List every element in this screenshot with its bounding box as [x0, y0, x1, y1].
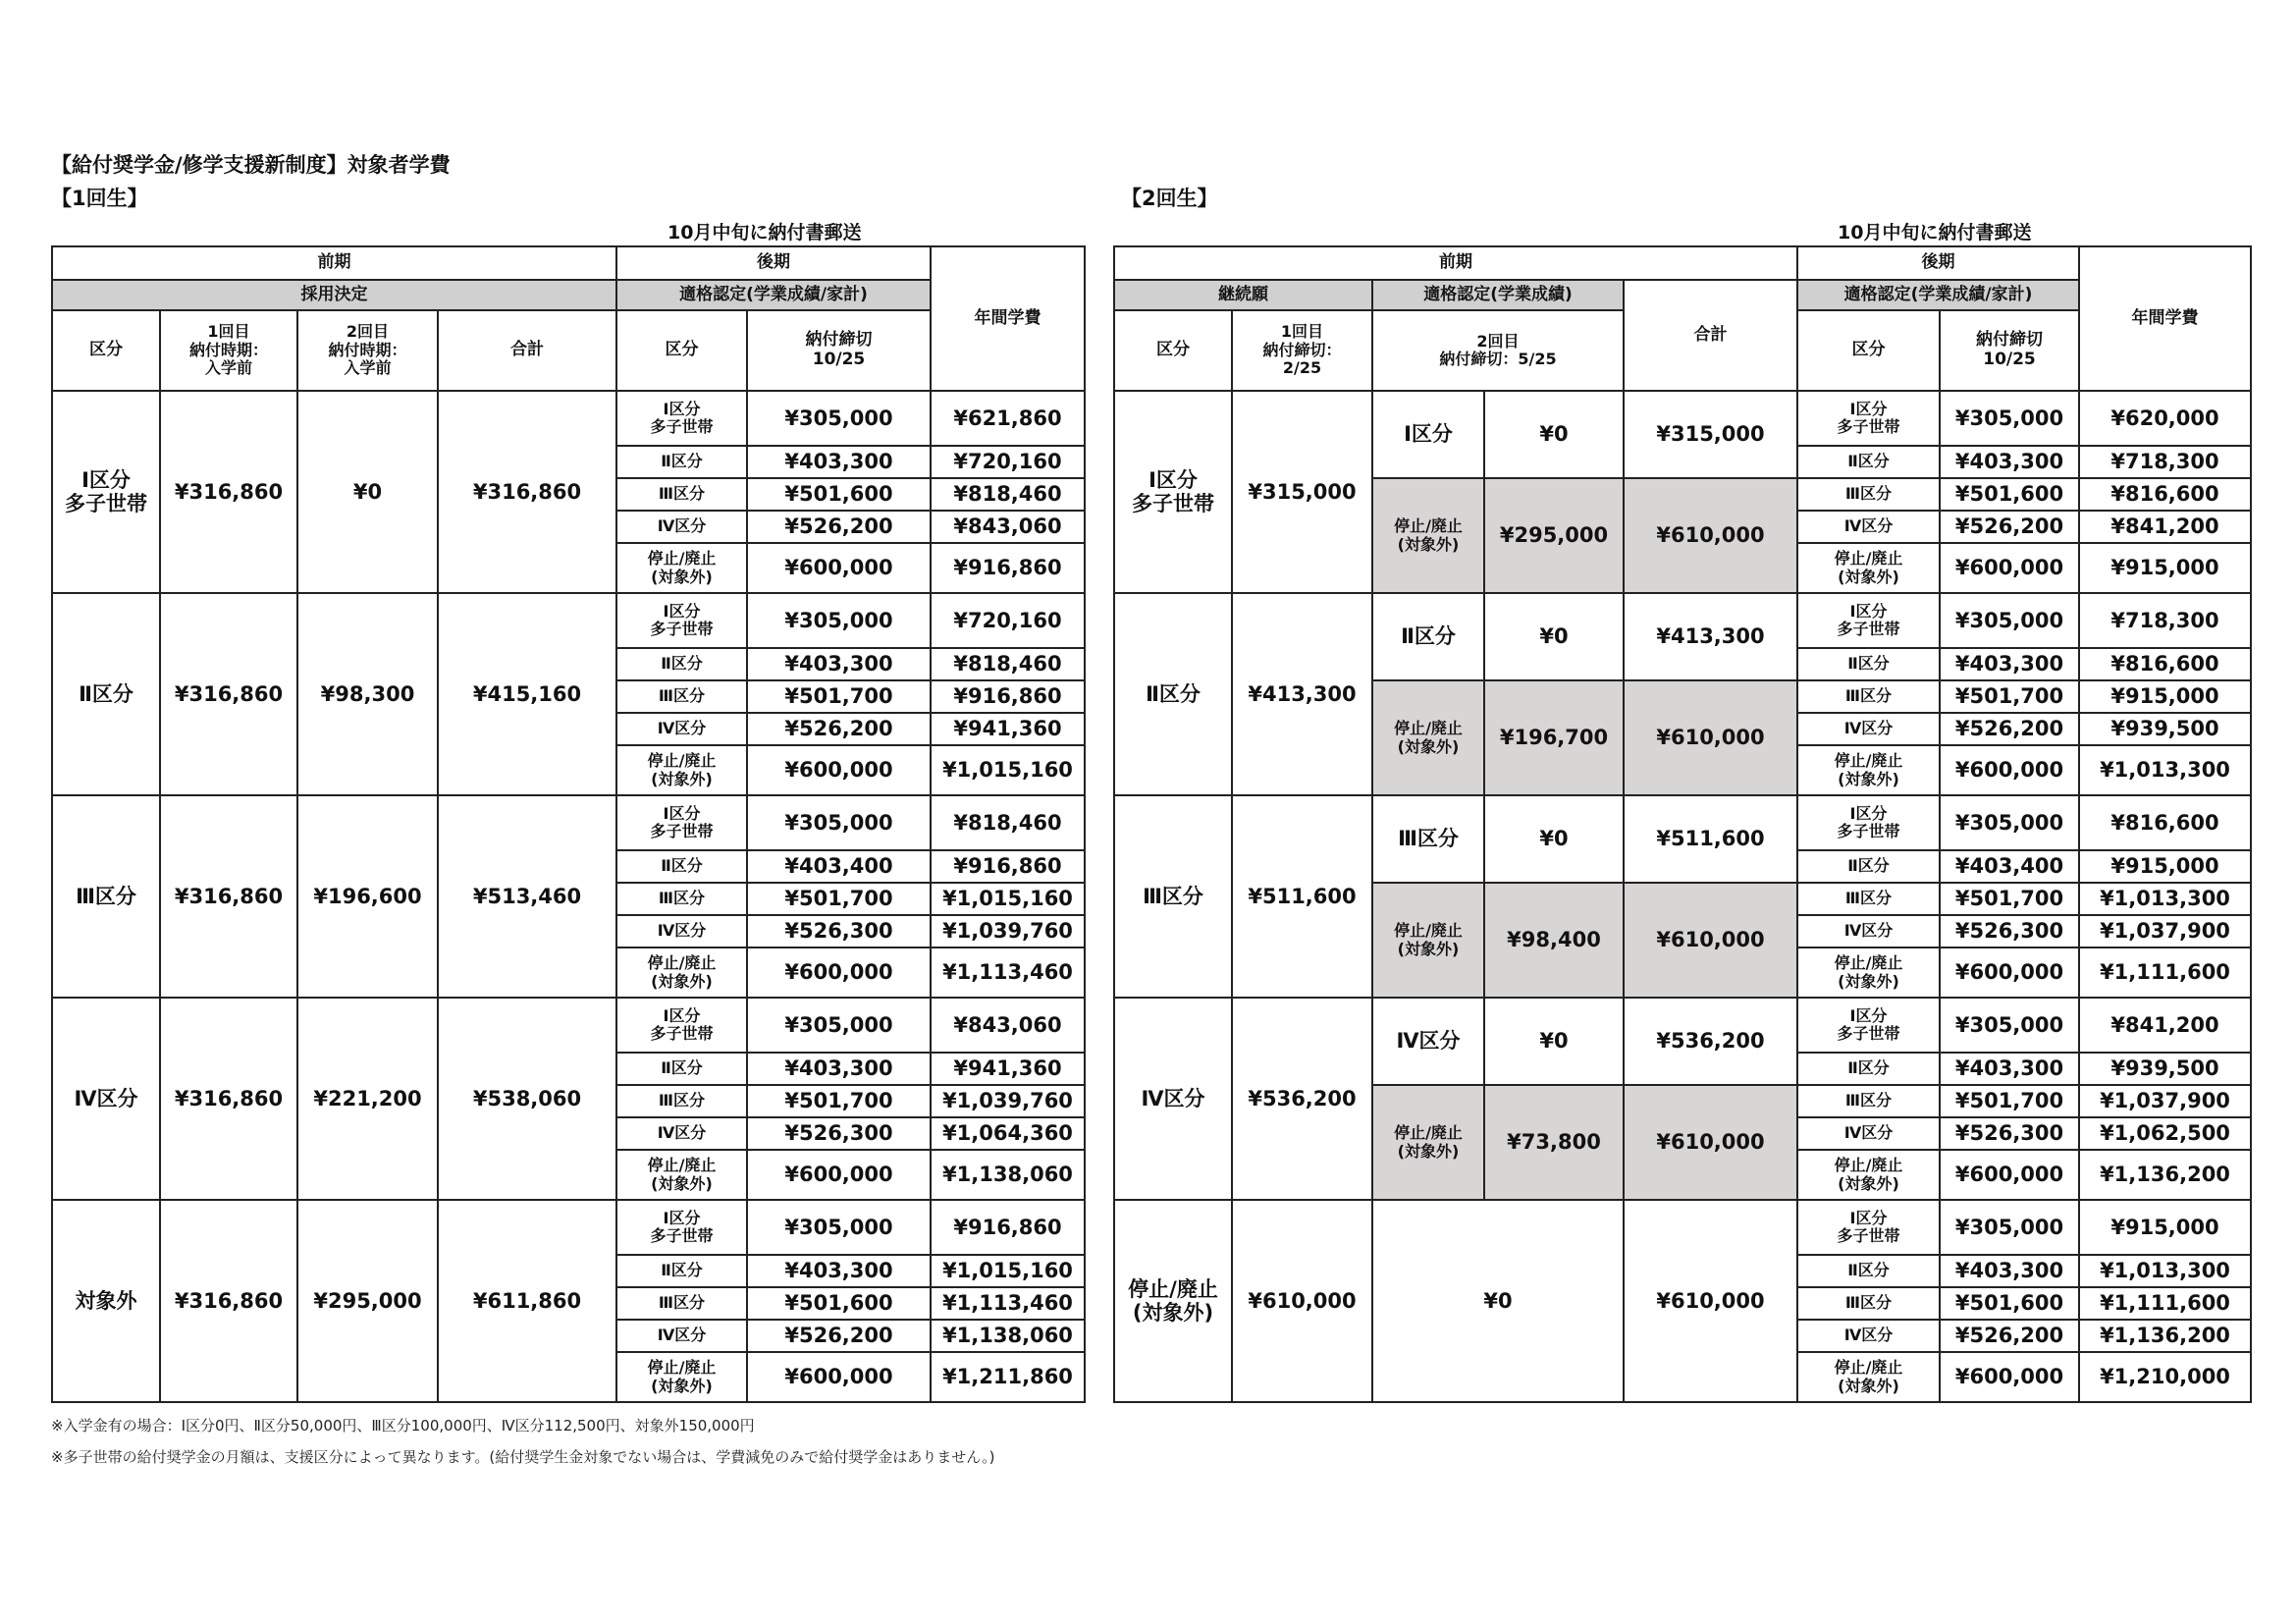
- later-fee: ¥600,000: [747, 1150, 931, 1200]
- annual-fee: ¥1,015,160: [931, 883, 1085, 915]
- group-category: Ⅱ区分: [52, 593, 160, 795]
- annual-fee: ¥841,200: [2079, 998, 2251, 1053]
- annual-fee: ¥1,111,600: [2079, 947, 2251, 998]
- annual-fee: ¥941,360: [931, 713, 1085, 745]
- continued-total: ¥315,000: [1624, 391, 1797, 478]
- annual-fee: ¥818,460: [931, 795, 1085, 850]
- continued-fee: ¥0: [1484, 795, 1624, 883]
- later-category: Ⅱ区分: [616, 648, 747, 680]
- second-year-label: 【2回生】: [1121, 187, 1218, 210]
- later-fee: ¥526,200: [747, 1320, 931, 1352]
- later-fee: ¥305,000: [1940, 391, 2079, 446]
- annual-fee: ¥939,500: [2079, 713, 2251, 745]
- total-amount: ¥316,860: [438, 391, 616, 593]
- annual-fee: ¥939,500: [2079, 1053, 2251, 1085]
- header-total: 合計: [1624, 280, 1797, 391]
- later-fee: ¥600,000: [747, 947, 931, 998]
- annual-fee: ¥718,300: [2079, 593, 2251, 648]
- annual-fee: ¥1,039,760: [931, 1085, 1085, 1117]
- group-category: Ⅲ区分: [1114, 795, 1232, 998]
- annual-fee: ¥1,113,460: [931, 947, 1085, 998]
- annual-fee: ¥1,015,160: [931, 745, 1085, 795]
- later-fee: ¥305,000: [747, 998, 931, 1053]
- later-fee: ¥526,300: [1940, 915, 2079, 947]
- later-category: Ⅰ区分 多子世帯: [616, 593, 747, 648]
- annual-fee: ¥916,860: [931, 543, 1085, 593]
- table-row: [52, 1200, 1085, 1255]
- later-category: Ⅱ区分: [616, 1053, 747, 1085]
- later-fee: ¥501,700: [1940, 1085, 2079, 1117]
- continued-fee: ¥0: [1484, 391, 1624, 478]
- table-row: [52, 391, 1085, 446]
- later-category: Ⅱ区分: [1797, 446, 1940, 478]
- header-payment-1: 1回目 納付締切： 2/25: [1232, 310, 1372, 391]
- later-fee: ¥600,000: [1940, 947, 2079, 998]
- later-fee: ¥526,300: [747, 1117, 931, 1150]
- annual-fee: ¥1,138,060: [931, 1320, 1085, 1352]
- continued-total: ¥511,600: [1624, 795, 1797, 883]
- later-category: 停止/廃止 (対象外): [1797, 947, 1940, 998]
- group-category: Ⅲ区分: [52, 795, 160, 998]
- continued-category: Ⅱ区分: [1372, 593, 1484, 680]
- later-category: Ⅱ区分: [1797, 1053, 1940, 1085]
- later-category: Ⅱ区分: [1797, 648, 1940, 680]
- later-category: Ⅲ区分: [1797, 1085, 1940, 1117]
- later-fee: ¥526,300: [1940, 1117, 2079, 1150]
- later-fee: ¥305,000: [1940, 593, 2079, 648]
- later-category: Ⅳ区分: [616, 915, 747, 947]
- total-amount: ¥611,860: [438, 1200, 616, 1402]
- later-fee: ¥305,000: [1940, 795, 2079, 850]
- later-fee: ¥403,300: [1940, 648, 2079, 680]
- continued-fee: ¥0: [1484, 998, 1624, 1085]
- header-eligibility: 適格認定(学業成績/家計): [616, 280, 931, 310]
- later-category: 停止/廃止 (対象外): [616, 543, 747, 593]
- annual-fee: ¥1,111,600: [2079, 1287, 2251, 1320]
- stopped-fee: ¥73,800: [1484, 1085, 1624, 1200]
- table-row: [1114, 593, 2251, 648]
- header-payment-1: 1回目 納付時期： 入学前: [160, 310, 297, 391]
- table-row: [52, 593, 1085, 648]
- payment-1-amount: ¥316,860: [160, 593, 297, 795]
- second-year-notice: 10月中旬に納付書郵送: [1838, 222, 2032, 244]
- later-category: Ⅳ区分: [616, 1117, 747, 1150]
- payment-2-amount: ¥295,000: [297, 1200, 438, 1402]
- payment-1-amount: ¥316,860: [160, 795, 297, 998]
- header-eligibility-academic: 適格認定(学業成績): [1372, 280, 1624, 310]
- total-amount: ¥610,000: [1624, 1200, 1797, 1402]
- annual-fee: ¥816,600: [2079, 795, 2251, 850]
- later-fee: ¥526,200: [747, 713, 931, 745]
- later-fee: ¥305,000: [747, 1200, 931, 1255]
- annual-fee: ¥1,013,300: [2079, 745, 2251, 795]
- later-category: Ⅱ区分: [1797, 850, 1940, 883]
- annual-fee: ¥1,064,360: [931, 1117, 1085, 1150]
- first-year-notice: 10月中旬に納付書郵送: [667, 222, 862, 244]
- later-category: Ⅲ区分: [616, 1287, 747, 1320]
- later-category: Ⅱ区分: [1797, 1255, 1940, 1287]
- later-category: Ⅲ区分: [616, 478, 747, 511]
- later-category: Ⅲ区分: [1797, 680, 1940, 713]
- annual-fee: ¥915,000: [2079, 1200, 2251, 1255]
- table-row: [1114, 998, 2251, 1053]
- later-fee: ¥403,300: [747, 648, 931, 680]
- annual-fee: ¥818,460: [931, 478, 1085, 511]
- group-category: Ⅱ区分: [1114, 593, 1232, 795]
- group-category: 停止/廃止 (対象外): [1114, 1200, 1232, 1402]
- continued-category: Ⅳ区分: [1372, 998, 1484, 1085]
- later-fee: ¥526,200: [1940, 713, 2079, 745]
- later-fee: ¥305,000: [1940, 998, 2079, 1053]
- later-category: Ⅲ区分: [616, 883, 747, 915]
- total-amount: ¥538,060: [438, 998, 616, 1200]
- later-category: Ⅳ区分: [616, 1320, 747, 1352]
- annual-fee: ¥843,060: [931, 511, 1085, 543]
- later-category: Ⅰ区分 多子世帯: [1797, 593, 1940, 648]
- continued-category: Ⅰ区分: [1372, 391, 1484, 478]
- second-year-fee-table: [1113, 245, 2252, 1403]
- payment-2-amount: ¥98,300: [297, 593, 438, 795]
- annual-fee: ¥843,060: [931, 998, 1085, 1053]
- table-row: [52, 998, 1085, 1053]
- later-category: 停止/廃止 (対象外): [1797, 1352, 1940, 1402]
- later-category: Ⅲ区分: [1797, 883, 1940, 915]
- stopped-total: ¥610,000: [1624, 883, 1797, 998]
- later-fee: ¥526,200: [747, 511, 931, 543]
- later-category: Ⅰ区分 多子世帯: [1797, 391, 1940, 446]
- first-year-fee-table: [51, 245, 1086, 1403]
- payment-1-amount: ¥315,000: [1232, 391, 1372, 593]
- annual-fee: ¥841,200: [2079, 511, 2251, 543]
- table-row: [52, 795, 1085, 850]
- annual-fee: ¥1,013,300: [2079, 883, 2251, 915]
- later-fee: ¥403,300: [1940, 446, 2079, 478]
- annual-fee: ¥1,062,500: [2079, 1117, 2251, 1150]
- annual-fee: ¥1,138,060: [931, 1150, 1085, 1200]
- annual-fee: ¥1,136,200: [2079, 1320, 2251, 1352]
- annual-fee: ¥718,300: [2079, 446, 2251, 478]
- later-fee: ¥305,000: [747, 593, 931, 648]
- later-category: Ⅳ区分: [616, 511, 747, 543]
- annual-fee: ¥941,360: [931, 1053, 1085, 1085]
- stopped-category: 停止/廃止 (対象外): [1372, 883, 1484, 998]
- annual-fee: ¥720,160: [931, 446, 1085, 478]
- stopped-total: ¥610,000: [1624, 478, 1797, 593]
- later-category: Ⅳ区分: [1797, 511, 1940, 543]
- later-fee: ¥403,300: [747, 1255, 931, 1287]
- later-category: Ⅳ区分: [1797, 1320, 1940, 1352]
- stopped-category: 停止/廃止 (対象外): [1372, 478, 1484, 593]
- later-category: 停止/廃止 (対象外): [616, 1150, 747, 1200]
- annual-fee: ¥916,860: [931, 850, 1085, 883]
- later-fee: ¥600,000: [1940, 745, 2079, 795]
- footnote-multi-child: ※多子世帯の給付奨学金の月額は、支援区分によって異なります。(給付奨学生金対象でない場合は、学費減免のみで給付奨学金はありません。): [51, 1448, 995, 1466]
- group-category: Ⅳ区分: [52, 998, 160, 1200]
- later-category: Ⅰ区分 多子世帯: [1797, 795, 1940, 850]
- header-due-date: 納付締切 10/25: [747, 310, 931, 391]
- header-due-date: 納付締切 10/25: [1940, 310, 2079, 391]
- later-category: Ⅱ区分: [616, 1255, 747, 1287]
- annual-fee: ¥915,000: [2079, 850, 2251, 883]
- continued-category: Ⅲ区分: [1372, 795, 1484, 883]
- stopped-category: 停止/廃止 (対象外): [1372, 680, 1484, 795]
- stopped-category: 停止/廃止 (対象外): [1372, 1085, 1484, 1200]
- header-annual-fee: 年間学費: [2079, 246, 2251, 391]
- header-category: 区分: [52, 310, 160, 391]
- later-fee: ¥600,000: [747, 543, 931, 593]
- stopped-fee: ¥98,400: [1484, 883, 1624, 998]
- later-fee: ¥403,400: [747, 850, 931, 883]
- annual-fee: ¥1,037,900: [2079, 1085, 2251, 1117]
- annual-fee: ¥916,860: [931, 680, 1085, 713]
- payment-1-amount: ¥610,000: [1232, 1200, 1372, 1402]
- later-fee: ¥501,600: [1940, 1287, 2079, 1320]
- later-fee: ¥526,300: [747, 915, 931, 947]
- payment-1-amount: ¥511,600: [1232, 795, 1372, 998]
- continued-total: ¥536,200: [1624, 998, 1797, 1085]
- later-category: Ⅱ区分: [616, 446, 747, 478]
- stopped-total: ¥610,000: [1624, 1085, 1797, 1200]
- group-category: Ⅳ区分: [1114, 998, 1232, 1200]
- later-category: Ⅱ区分: [616, 850, 747, 883]
- later-fee: ¥501,700: [747, 1085, 931, 1117]
- later-fee: ¥501,600: [1940, 478, 2079, 511]
- later-fee: ¥526,200: [1940, 511, 2079, 543]
- later-fee: ¥501,700: [1940, 883, 2079, 915]
- later-category: 停止/廃止 (対象外): [1797, 1150, 1940, 1200]
- later-fee: ¥305,000: [747, 795, 931, 850]
- annual-fee: ¥1,210,000: [2079, 1352, 2251, 1402]
- later-category: Ⅰ区分 多子世帯: [1797, 998, 1940, 1053]
- header-payment-2: 2回目 納付時期： 入学前: [297, 310, 438, 391]
- header-eligibility: 適格認定(学業成績/家計): [1797, 280, 2079, 310]
- payment-1-amount: ¥413,300: [1232, 593, 1372, 795]
- later-fee: ¥600,000: [1940, 1352, 2079, 1402]
- later-category: Ⅰ区分 多子世帯: [616, 998, 747, 1053]
- table-row: [1114, 1200, 2251, 1255]
- group-category: Ⅰ区分 多子世帯: [1114, 391, 1232, 593]
- document-title: 【給付奨学金/修学支援新制度】対象者学費: [51, 153, 451, 177]
- table-row: [1114, 795, 2251, 850]
- stopped-fee: ¥295,000: [1484, 478, 1624, 593]
- annual-fee: ¥1,211,860: [931, 1352, 1085, 1402]
- later-fee: ¥501,600: [747, 1287, 931, 1320]
- later-category: Ⅰ区分 多子世帯: [616, 795, 747, 850]
- later-category: Ⅳ区分: [1797, 1117, 1940, 1150]
- later-fee: ¥403,300: [1940, 1255, 2079, 1287]
- annual-fee: ¥1,013,300: [2079, 1255, 2251, 1287]
- later-category: 停止/廃止 (対象外): [616, 745, 747, 795]
- first-year-label: 【1回生】: [51, 187, 148, 210]
- annual-fee: ¥1,015,160: [931, 1255, 1085, 1287]
- annual-fee: ¥1,039,760: [931, 915, 1085, 947]
- payment-1-amount: ¥316,860: [160, 1200, 297, 1402]
- annual-fee: ¥915,000: [2079, 543, 2251, 593]
- annual-fee: ¥621,860: [931, 391, 1085, 446]
- group-category: 対象外: [52, 1200, 160, 1402]
- annual-fee: ¥915,000: [2079, 680, 2251, 713]
- later-category: Ⅳ区分: [1797, 713, 1940, 745]
- table-row: [1114, 391, 2251, 446]
- stopped-total: ¥610,000: [1624, 680, 1797, 795]
- later-category: Ⅰ区分 多子世帯: [1797, 1200, 1940, 1255]
- header-category-2: 区分: [1797, 310, 1940, 391]
- annual-fee: ¥720,160: [931, 593, 1085, 648]
- annual-fee: ¥816,600: [2079, 478, 2251, 511]
- later-fee: ¥600,000: [1940, 543, 2079, 593]
- continued-fee: ¥0: [1484, 593, 1624, 680]
- later-fee: ¥403,400: [1940, 850, 2079, 883]
- header-category-2: 区分: [616, 310, 747, 391]
- header-total: 合計: [438, 310, 616, 391]
- header-zenki: 前期: [52, 246, 616, 280]
- annual-fee: ¥816,600: [2079, 648, 2251, 680]
- later-category: Ⅳ区分: [1797, 915, 1940, 947]
- later-fee: ¥403,300: [747, 1053, 931, 1085]
- group-category: Ⅰ区分 多子世帯: [52, 391, 160, 593]
- payment-2-amount: ¥221,200: [297, 998, 438, 1200]
- later-category: Ⅲ区分: [616, 680, 747, 713]
- header-annual-fee: 年間学費: [931, 246, 1085, 391]
- later-fee: ¥600,000: [747, 745, 931, 795]
- header-kouki: 後期: [1797, 246, 2079, 280]
- header-continuation: 継続願: [1114, 280, 1372, 310]
- payment-1-amount: ¥316,860: [160, 998, 297, 1200]
- payment-1-amount: ¥316,860: [160, 391, 297, 593]
- total-amount: ¥415,160: [438, 593, 616, 795]
- later-fee: ¥403,300: [1940, 1053, 2079, 1085]
- total-amount: ¥513,460: [438, 795, 616, 998]
- later-fee: ¥403,300: [747, 446, 931, 478]
- later-category: 停止/廃止 (対象外): [1797, 745, 1940, 795]
- later-fee: ¥501,600: [747, 478, 931, 511]
- header-zenki: 前期: [1114, 246, 1797, 280]
- later-fee: ¥501,700: [1940, 680, 2079, 713]
- later-category: Ⅳ区分: [616, 713, 747, 745]
- later-category: Ⅰ区分 多子世帯: [616, 1200, 747, 1255]
- later-category: Ⅲ区分: [1797, 1287, 1940, 1320]
- later-fee: ¥305,000: [747, 391, 931, 446]
- later-category: Ⅰ区分 多子世帯: [616, 391, 747, 446]
- later-fee: ¥501,700: [747, 883, 931, 915]
- payment-2-amount: ¥0: [1372, 1200, 1624, 1402]
- later-category: Ⅲ区分: [616, 1085, 747, 1117]
- later-category: 停止/廃止 (対象外): [616, 1352, 747, 1402]
- continued-total: ¥413,300: [1624, 593, 1797, 680]
- annual-fee: ¥620,000: [2079, 391, 2251, 446]
- later-fee: ¥600,000: [747, 1352, 931, 1402]
- stopped-fee: ¥196,700: [1484, 680, 1624, 795]
- later-category: 停止/廃止 (対象外): [1797, 543, 1940, 593]
- footnote-enrollment-fee: ※入学金有の場合：Ⅰ区分0円、Ⅱ区分50,000円、Ⅲ区分100,000円、Ⅳ区分112,500円、対象外150,000円: [51, 1417, 755, 1435]
- annual-fee: ¥1,113,460: [931, 1287, 1085, 1320]
- later-fee: ¥600,000: [1940, 1150, 2079, 1200]
- annual-fee: ¥818,460: [931, 648, 1085, 680]
- annual-fee: ¥916,860: [931, 1200, 1085, 1255]
- payment-1-amount: ¥536,200: [1232, 998, 1372, 1200]
- payment-2-amount: ¥196,600: [297, 795, 438, 998]
- annual-fee: ¥1,037,900: [2079, 915, 2251, 947]
- annual-fee: ¥1,136,200: [2079, 1150, 2251, 1200]
- later-fee: ¥501,700: [747, 680, 931, 713]
- later-category: 停止/廃止 (対象外): [616, 947, 747, 998]
- payment-2-amount: ¥0: [297, 391, 438, 593]
- later-fee: ¥305,000: [1940, 1200, 2079, 1255]
- header-adoption: 採用決定: [52, 280, 616, 310]
- header-payment-2: 2回目 納付締切：5/25: [1372, 310, 1624, 391]
- later-category: Ⅲ区分: [1797, 478, 1940, 511]
- header-kouki: 後期: [616, 246, 931, 280]
- later-fee: ¥526,200: [1940, 1320, 2079, 1352]
- header-category: 区分: [1114, 310, 1232, 391]
